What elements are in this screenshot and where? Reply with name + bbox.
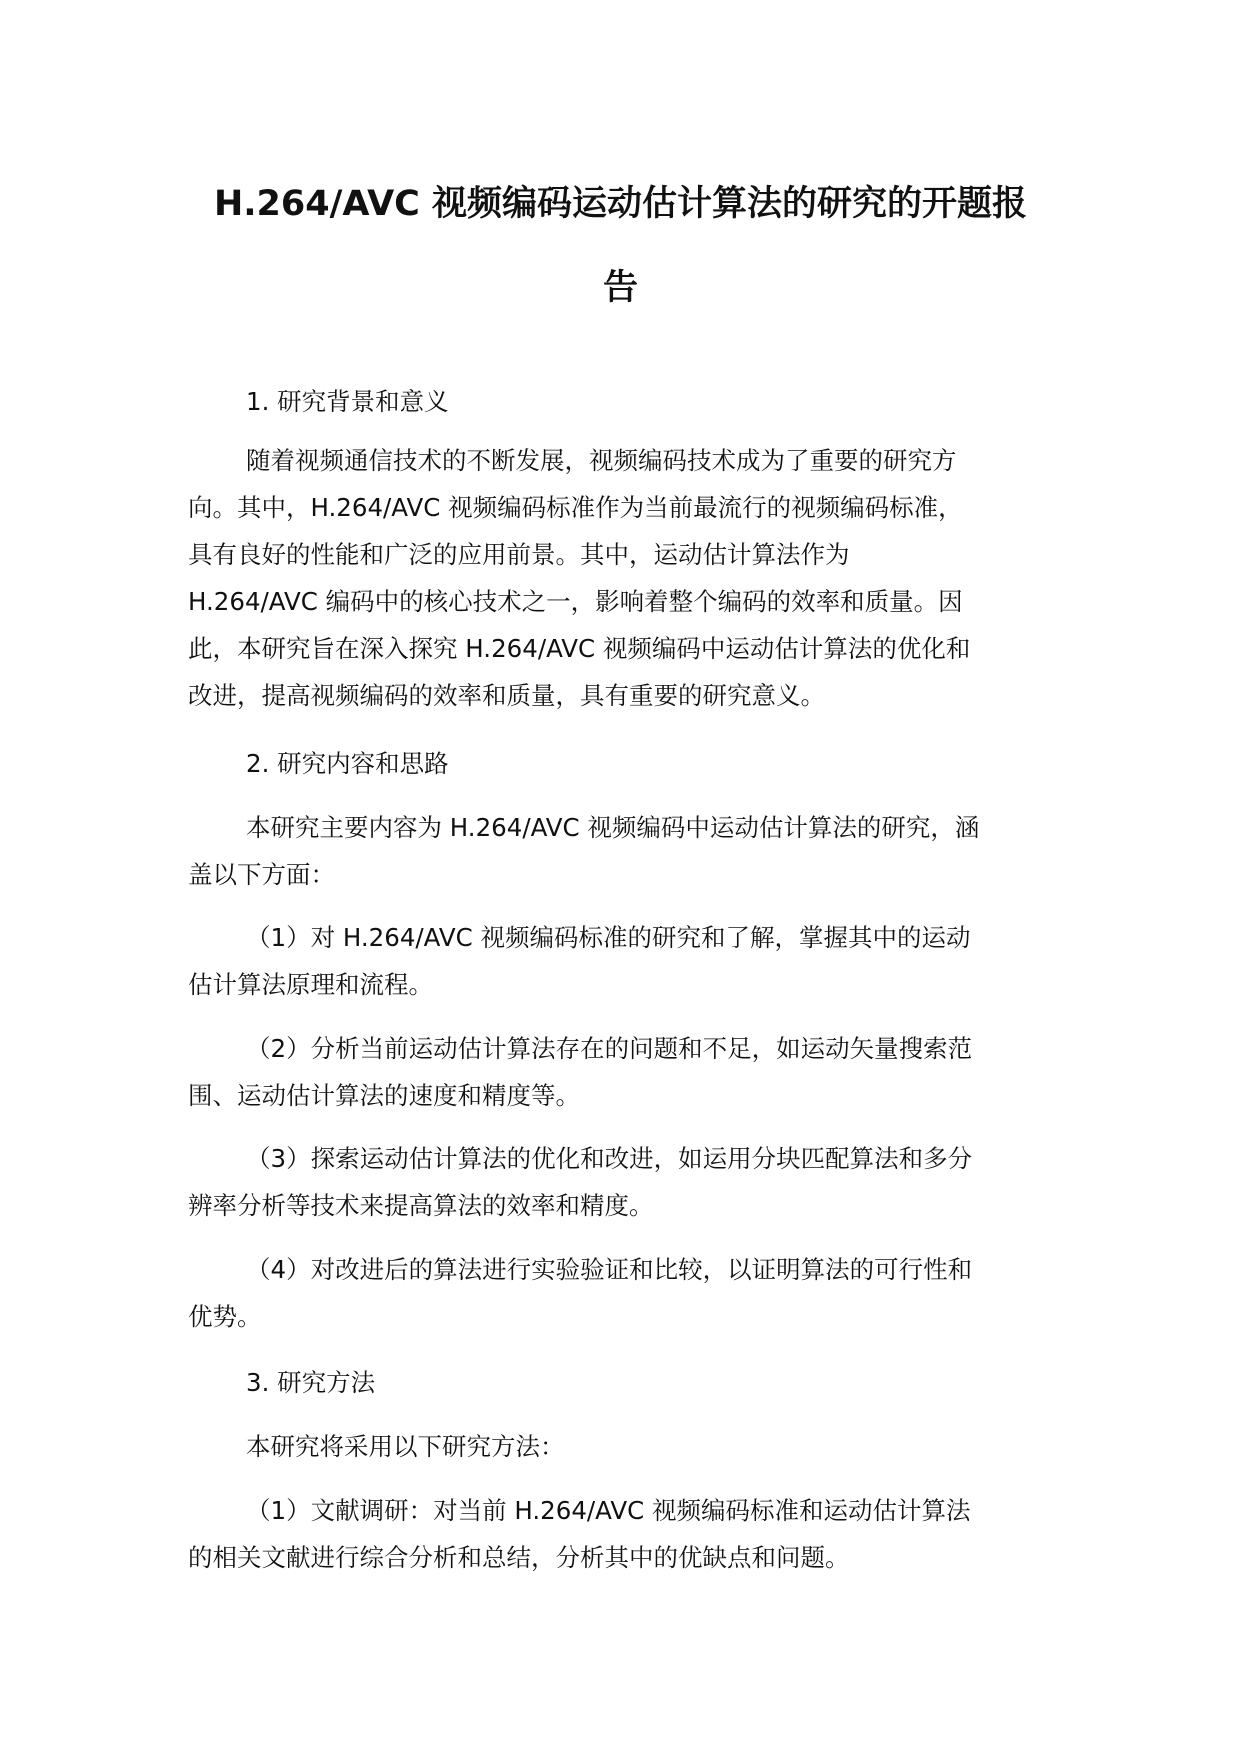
text-line: （2）分析当前运动估计算法存在的问题和不足，如运动矢量搜索范 [246, 1034, 973, 1063]
text-line: H.264/AVC 编码中的核心技术之一，影响着整个编码的效率和质量。因 [188, 587, 963, 616]
text-line: 本研究将采用以下研究方法： [246, 1432, 565, 1461]
list-item-content-4 [188, 1246, 1054, 1340]
text-line: （3）探索运动估计算法的优化和改进，如运用分块匹配算法和多分 [246, 1144, 973, 1173]
text-line: 此，本研究旨在深入探究 H.264/AVC 视频编码中运动估计算法的优化和 [188, 634, 971, 663]
text-line: 估计算法原理和流程。 [188, 970, 433, 999]
text-line: 的相关文献进行综合分析和总结，分析其中的优缺点和问题。 [188, 1543, 850, 1572]
paragraph-background [188, 437, 1054, 719]
text-line: 本研究主要内容为 H.264/AVC 视频编码中运动估计算法的研究，涵 [246, 813, 980, 842]
document-title-line-2: 告 [602, 268, 638, 308]
text-line: 围、运动估计算法的速度和精度等。 [188, 1081, 580, 1110]
text-line: （1）文献调研：对当前 H.264/AVC 视频编码标准和运动估计算法 [246, 1496, 971, 1525]
text-line: 向。其中，H.264/AVC 视频编码标准作为当前最流行的视频编码标准， [188, 493, 963, 522]
text-line: 3. 研究方法 [246, 1368, 376, 1397]
paragraph-content-intro [188, 804, 1054, 898]
text-line: 改进，提高视频编码的效率和质量，具有重要的研究意义。 [188, 681, 825, 710]
text-line: 辨率分析等技术来提高算法的效率和精度。 [188, 1191, 654, 1220]
text-line: 2. 研究内容和思路 [246, 749, 449, 778]
text-line: 具有良好的性能和广泛的应用前景。其中，运动估计算法作为 [188, 540, 850, 569]
text-line: 1. 研究背景和意义 [246, 387, 449, 416]
list-item-content-3 [188, 1135, 1054, 1229]
list-item-content-2 [188, 1025, 1054, 1119]
paragraph-methods-intro [188, 1423, 1054, 1470]
section-heading-background [188, 378, 1054, 425]
text-line: 随着视频通信技术的不断发展，视频编码技术成为了重要的研究方 [246, 446, 957, 475]
text-line: 盖以下方面： [188, 860, 335, 889]
section-heading-content [188, 740, 1054, 787]
list-item-methods-1 [188, 1487, 1054, 1581]
document-title-line-1: H.264/AVC 视频编码运动估计算法的研究的开题报 [213, 184, 1028, 224]
text-line: （4）对改进后的算法进行实验验证和比较，以证明算法的可行性和 [246, 1255, 973, 1284]
section-heading-methods [188, 1359, 1054, 1406]
text-line: （1）对 H.264/AVC 视频编码标准的研究和了解，掌握其中的运动 [246, 923, 971, 952]
text-line: 优势。 [188, 1302, 262, 1331]
list-item-content-1 [188, 914, 1054, 1008]
